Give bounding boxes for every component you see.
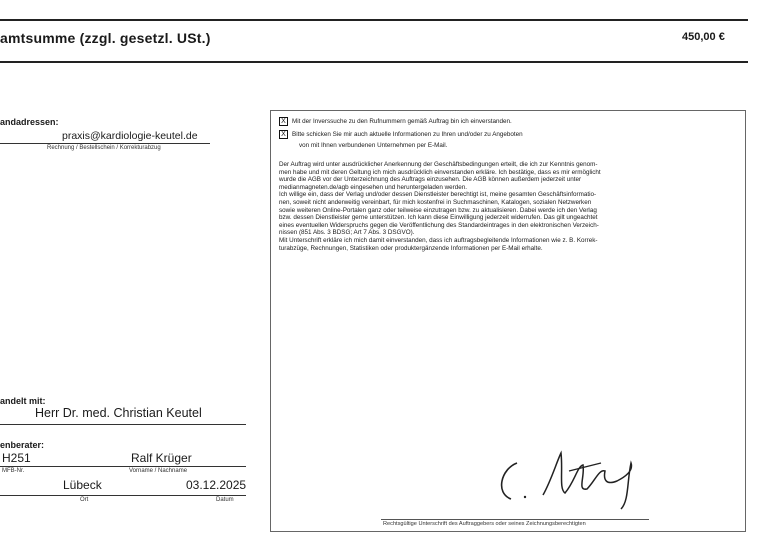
ort-datum-underline [0,495,246,496]
datum-caption: Datum [216,497,234,503]
datum-value: 03.12.2025 [186,478,247,492]
ort-caption: Ort [80,497,89,503]
consent-row-email [279,130,739,139]
agb-line: Der Auftrag wird unter ausdrücklicher Anerkennung der Geschäftsbedingungen erteilt, die ich zur Kenntnis genom- [279,161,598,168]
berater-underline [0,466,246,467]
email-info-text-2: von mit Ihnen verbundenen Unternehmen per E-Mail. [299,142,448,149]
einwilligung-line: bzw. dessen Dienstleister gerne unterstützen. Ich kann diese Einwilligung jederzeit widerrufen. Das gilt ungeachtet [279,214,598,222]
agb-paragraph [279,161,739,252]
einwilligung-line: eines eventuellen Widerspruchs gegen die Veröffentlichung des Standardeintrages in den elektronischen Verzeich- [279,221,599,229]
inverssuche-text: Mit der Inverssuche zu den Rufnummern gemäß Auftrag bin ich einverstanden. [292,118,512,126]
email-consent-line: turabzüge, Rechnungen, Statistiken oder produktergänzende Informationen per E-Mail erhalte. [279,244,543,252]
handelt-value: Herr Dr. med. Christian Keutel [35,406,202,420]
consent-row-inverssuche [279,117,739,126]
inverssuche-checkbox[interactable]: X [279,117,288,126]
einwilligung-line: nissen (851 Abs. 3 BDSG; Art 7 Abs. 3 DSGVO). [279,229,415,237]
name-caption: Vorname / Nachname [129,468,188,474]
signature-image [481,441,671,511]
mfb-nr-value: H251 [2,451,31,465]
email-info-text-1: Bitte schicken Sie mir auch aktuelle Informationen zu Ihren und/oder zu Angeboten [292,131,523,139]
agb-line: medianmagneten.de/agb eingesehen und heruntergeladen werden. [279,183,468,191]
top-divider [0,19,748,21]
mfb-nr-caption: MFB-Nr. [2,468,25,474]
ort-value: Lübeck [63,478,102,492]
sendadressen-label: andadressen: [0,117,59,127]
email-value: praxis@kardiologie-keutel.de [62,130,198,142]
einwilligung-line: sowie weiteren Online-Portalen ganz oder teilweise einzutragen bzw. zu aktualisieren. Dabei werde ich den Verlag [279,206,597,214]
consent-box [270,110,746,532]
email-info-checkbox[interactable]: X [279,130,288,139]
einwilligung-line: Ich willige ein, dass der Verlag und/oder dessen Dienstleister berechtigt ist, meine gesamten Geschäftsinformatio- [279,191,597,199]
section-divider [0,61,748,63]
total-label: amtsumme (zzgl. gesetzl. USt.) [0,30,211,46]
einwilligung-line: nen, soweit nicht anderweitig vereinbart, für mich kostenfrei in Suchmaschinen, Katalogen, sozialen Netzwerken [279,198,592,206]
email-caption: Rechnung / Bestellschein / Korrekturabzug [47,145,161,151]
agb-line: men habe und mit deren Geltung ich mich ausdrücklich einverstanden erkläre. Ich bestätige, dass es mir ermöglicht [279,168,601,176]
email-underline [0,143,210,144]
agb-line: wurde die AGB vor der Unterzeichnung des Auftrags einzusehen. Die AGB können außerdem jederzeit unter [279,176,582,184]
berater-name-value: Ralf Krüger [131,451,192,465]
handelt-underline [0,424,246,425]
handelt-label: andelt mit: [0,396,46,406]
total-amount: 450,00 € [682,31,725,43]
berater-label: enberater: [0,440,45,450]
email-consent-line: Mit Unterschrift erkläre ich mich damit einverstanden, dass ich auftragsbegleitende Informationen wie z. B. Korrek- [279,236,598,244]
signature-caption: Rechtsgültige Unterschrift des Auftraggebers oder seines Zeichnungsberechtigten [383,521,586,527]
signature-line [381,519,649,520]
